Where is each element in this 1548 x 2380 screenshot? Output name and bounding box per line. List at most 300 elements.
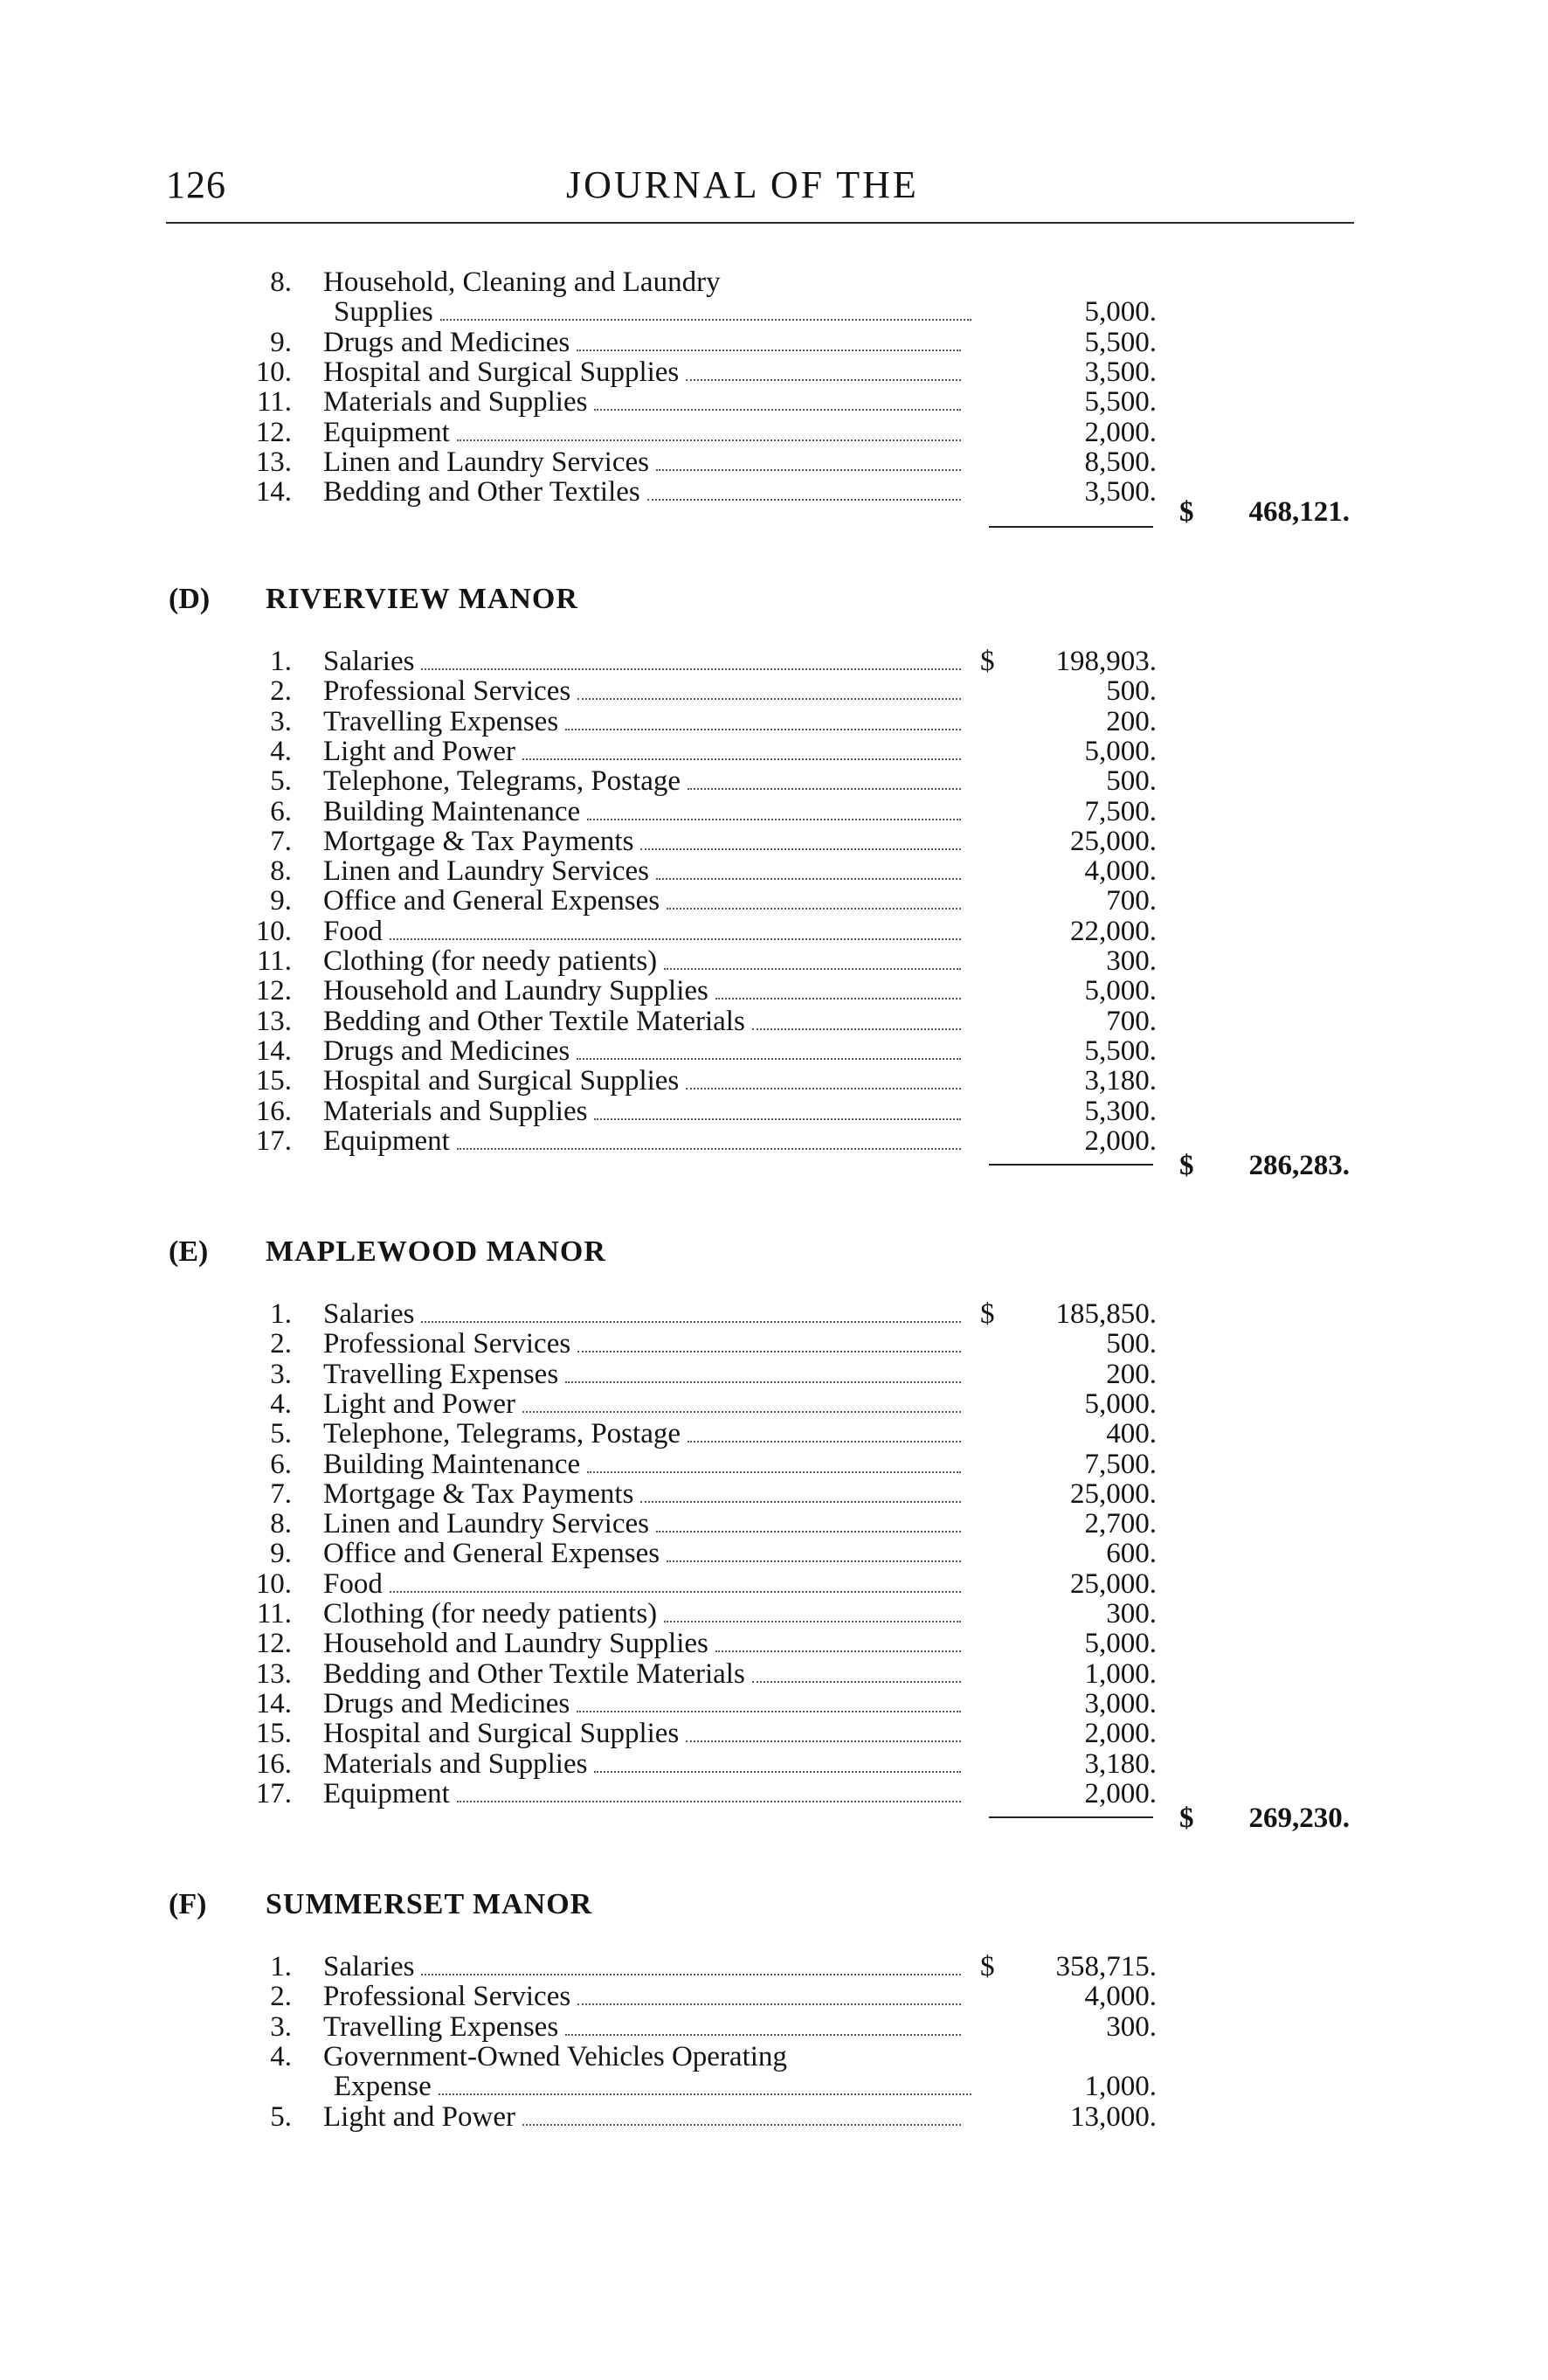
item-amount: 5,000.	[1084, 1628, 1157, 1660]
item-label-group	[323, 1097, 961, 1127]
item-number: 5.	[270, 765, 292, 798]
item-label-group	[323, 267, 961, 297]
line-item	[0, 766, 1548, 796]
dot-leader	[667, 908, 961, 910]
dot-leader	[457, 1801, 961, 1802]
item-label: Linen and Laundry Services	[323, 446, 649, 478]
item-label-group	[323, 477, 961, 508]
line-item	[0, 1097, 1548, 1126]
item-label-group	[323, 707, 961, 737]
line-item	[0, 2102, 1548, 2132]
dot-leader	[686, 1088, 961, 1090]
item-amount: 5,000.	[1084, 296, 1157, 329]
item-label: Household and Laundry Supplies	[323, 976, 708, 1007]
total-dollar-sign: $	[1179, 496, 1194, 528]
item-label-group	[323, 1982, 961, 2012]
item-label: Travelling Expenses	[323, 2011, 559, 2043]
item-number: 7.	[270, 825, 292, 857]
item-label-group	[323, 447, 961, 478]
item-number: 2.	[270, 1328, 292, 1360]
dot-leader	[577, 1711, 961, 1712]
item-amount: 2,000.	[1084, 416, 1157, 448]
dot-leader	[667, 1560, 961, 1562]
item-label-group	[323, 856, 961, 887]
item-label: Mortgage & Tax Payments	[323, 1478, 634, 1510]
item-label: Government-Owned Vehicles Operating	[323, 2041, 787, 2072]
dot-leader	[656, 469, 961, 471]
item-label-group	[323, 946, 961, 977]
dot-leader	[522, 2124, 961, 2126]
item-label: Food	[323, 1568, 383, 1600]
dot-leader	[656, 878, 961, 880]
item-number: 3.	[270, 1358, 292, 1390]
subtotal-rule	[989, 1816, 1153, 1818]
dot-leader	[457, 439, 961, 441]
item-number: 8.	[270, 1508, 292, 1540]
dot-leader	[587, 819, 961, 820]
item-label-group	[323, 1389, 961, 1420]
item-number: 6.	[270, 1448, 292, 1480]
line-item	[0, 1749, 1548, 1779]
item-label-group	[323, 1539, 961, 1569]
item-number: 1.	[270, 646, 292, 677]
item-label-group	[323, 1126, 961, 1157]
item-amount: 300.	[1106, 1598, 1157, 1629]
item-amount: 25,000.	[1070, 825, 1157, 857]
line-item	[0, 1659, 1548, 1689]
line-item	[0, 1329, 1548, 1359]
line-item	[0, 2072, 1548, 2101]
item-number: 12.	[255, 1628, 292, 1660]
line-item	[0, 1419, 1548, 1449]
dot-leader	[594, 1771, 961, 1773]
item-label: Materials and Supplies	[323, 1096, 588, 1127]
item-label-group	[323, 2102, 961, 2133]
line-item	[0, 1007, 1548, 1036]
item-label: Clothing (for needy patients)	[323, 1599, 658, 1629]
item-label-group	[334, 297, 971, 328]
item-label: Light and Power	[323, 2101, 515, 2133]
item-number: 13.	[255, 446, 292, 478]
item-label: Bedding and Other Textile Materials	[323, 1658, 745, 1690]
dot-leader	[522, 1411, 961, 1413]
item-amount: 185,850.	[1055, 1298, 1157, 1330]
line-item	[0, 1036, 1548, 1066]
item-amount: 5,000.	[1084, 975, 1157, 1007]
item-label: Telephone, Telegrams, Postage	[323, 766, 681, 798]
line-item	[0, 1629, 1548, 1658]
item-number: 2.	[270, 1981, 292, 2013]
item-label: Equipment	[323, 1125, 450, 1157]
item-label-group	[323, 1329, 961, 1360]
item-label-group	[323, 1419, 961, 1449]
item-amount: 2,000.	[1084, 1777, 1157, 1809]
item-label-group	[323, 1066, 961, 1097]
item-number: 13.	[255, 1005, 292, 1037]
item-amount: 2,000.	[1084, 1718, 1157, 1750]
line-item	[0, 2042, 1548, 2072]
dot-leader	[565, 2034, 961, 2036]
line-item	[0, 1299, 1548, 1329]
item-label: Equipment	[323, 1778, 450, 1809]
dot-leader	[715, 998, 961, 1000]
item-amount: 3,180.	[1084, 1747, 1157, 1780]
item-number: 7.	[270, 1477, 292, 1510]
item-label-group	[323, 797, 961, 827]
item-amount: 3,500.	[1084, 476, 1157, 509]
section-title: SUMMERSET MANOR	[266, 1888, 593, 1920]
item-number: 1.	[270, 1951, 292, 1982]
line-item	[0, 1479, 1548, 1509]
dot-leader	[577, 698, 961, 700]
dollar-sign: $	[980, 1298, 995, 1330]
item-label: Professional Services	[323, 1982, 571, 2013]
dot-leader	[522, 758, 961, 760]
dot-leader	[577, 349, 961, 351]
dot-leader	[688, 788, 961, 790]
dot-leader	[577, 2003, 961, 2005]
item-number: 2.	[270, 675, 292, 708]
section-letter: (D)	[169, 583, 211, 615]
item-amount: 700.	[1106, 885, 1157, 917]
item-amount: 1,000.	[1084, 2071, 1157, 2103]
dot-leader	[421, 1974, 961, 1975]
line-item	[0, 707, 1548, 737]
item-label-group	[323, 917, 961, 947]
item-label-group	[323, 418, 961, 448]
dot-leader	[565, 1381, 961, 1383]
item-label: Light and Power	[323, 1388, 515, 1420]
line-item	[0, 357, 1548, 387]
item-label: Telephone, Telegrams, Postage	[323, 1419, 681, 1450]
item-number: 11.	[256, 945, 292, 977]
item-label: Travelling Expenses	[323, 1359, 559, 1390]
item-number: 15.	[255, 1065, 292, 1097]
item-label-group	[323, 1007, 961, 1037]
item-label-group	[323, 1449, 961, 1480]
item-number: 10.	[255, 915, 292, 947]
item-amount: 13,000.	[1070, 2100, 1157, 2133]
line-item	[0, 827, 1548, 856]
item-label: Salaries	[323, 1952, 415, 1982]
dot-leader	[577, 1351, 961, 1353]
item-label-group	[323, 827, 961, 857]
item-amount: 22,000.	[1070, 915, 1157, 947]
item-amount: 700.	[1106, 1005, 1157, 1037]
dollar-sign: $	[980, 1951, 995, 1982]
item-number: 8.	[270, 855, 292, 888]
dot-leader	[587, 1471, 961, 1473]
dot-leader	[664, 968, 961, 970]
item-label: Drugs and Medicines	[323, 327, 570, 358]
item-number: 3.	[270, 705, 292, 737]
item-number: 10.	[255, 1567, 292, 1600]
item-amount: 5,000.	[1084, 1387, 1157, 1420]
line-item	[0, 1952, 1548, 1982]
item-amount: 8,500.	[1084, 446, 1157, 478]
item-label: Hospital and Surgical Supplies	[323, 356, 680, 388]
item-label-group	[323, 1749, 961, 1780]
item-number: 6.	[270, 795, 292, 827]
item-amount: 4,000.	[1084, 1981, 1157, 2013]
dot-leader	[686, 379, 961, 381]
line-item	[0, 676, 1548, 706]
dot-leader	[457, 1148, 961, 1150]
item-amount: 300.	[1106, 945, 1157, 977]
item-label: Salaries	[323, 647, 415, 677]
running-head: JOURNAL OF THE	[566, 163, 919, 206]
item-label: Light and Power	[323, 736, 515, 767]
item-label-group	[323, 1779, 961, 1809]
item-label-group	[323, 387, 961, 418]
dot-leader	[640, 1501, 961, 1503]
line-item	[0, 1982, 1548, 2011]
line-item	[0, 297, 1548, 327]
item-amount: 198,903.	[1055, 646, 1157, 677]
item-amount: 500.	[1106, 675, 1157, 708]
item-amount: 1,000.	[1084, 1657, 1157, 1690]
dot-leader	[686, 1740, 961, 1742]
item-number: 12.	[255, 975, 292, 1007]
item-label-group	[323, 357, 961, 388]
item-number: 12.	[255, 416, 292, 448]
item-amount: 4,000.	[1084, 855, 1157, 888]
item-amount: 400.	[1106, 1418, 1157, 1450]
dot-leader	[715, 1650, 961, 1652]
item-label: Drugs and Medicines	[323, 1688, 570, 1719]
section-total: 286,283.	[1248, 1150, 1350, 1181]
item-label: Bedding and Other Textile Materials	[323, 1006, 745, 1037]
line-item	[0, 1509, 1548, 1539]
item-label: Materials and Supplies	[323, 387, 588, 419]
page-number: 126	[166, 163, 226, 206]
item-label: Equipment	[323, 417, 450, 448]
item-label: Office and General Expenses	[323, 886, 660, 917]
dot-leader	[640, 848, 961, 850]
item-label: Hospital and Surgical Supplies	[323, 1066, 680, 1097]
section-letter: (E)	[169, 1235, 209, 1268]
item-amount: 358,715.	[1055, 1951, 1157, 1982]
item-label: Supplies	[334, 297, 433, 329]
item-label: Clothing (for needy patients)	[323, 946, 658, 977]
item-amount: 5,000.	[1084, 735, 1157, 767]
item-amount: 5,300.	[1084, 1095, 1157, 1127]
item-label-group	[334, 2072, 971, 2102]
item-label: Building Maintenance	[323, 796, 581, 827]
item-label-group	[323, 1952, 961, 1982]
item-label: Office and General Expenses	[323, 1539, 660, 1570]
subtotal-rule	[989, 526, 1153, 528]
item-label-group	[323, 1299, 961, 1330]
item-label-group	[323, 647, 961, 677]
item-number: 17.	[255, 1124, 292, 1157]
line-item	[0, 1569, 1548, 1599]
line-item	[0, 2012, 1548, 2042]
item-number: 13.	[255, 1657, 292, 1690]
subtotal-rule	[989, 1164, 1153, 1166]
item-number: 9.	[270, 1538, 292, 1570]
item-label: Drugs and Medicines	[323, 1035, 570, 1067]
dot-leader	[390, 1591, 961, 1593]
dot-leader	[656, 1531, 961, 1532]
total-dollar-sign: $	[1179, 1802, 1194, 1834]
item-number: 4.	[270, 1387, 292, 1420]
dot-leader	[688, 1441, 961, 1443]
dot-leader	[752, 1681, 961, 1683]
item-amount: 5,500.	[1084, 1034, 1157, 1067]
dot-leader	[664, 1621, 961, 1622]
item-label: Building Maintenance	[323, 1449, 581, 1480]
dot-leader	[577, 1058, 961, 1060]
line-item	[0, 946, 1548, 976]
item-label-group	[323, 1509, 961, 1539]
item-number: 14.	[255, 1034, 292, 1067]
item-amount: 3,000.	[1084, 1687, 1157, 1719]
section-letter: (F)	[169, 1888, 207, 1920]
item-label: Bedding and Other Textiles	[323, 477, 640, 509]
section-total: 468,121.	[1248, 496, 1350, 528]
item-label-group	[323, 737, 961, 767]
item-number: 11.	[256, 1598, 292, 1629]
item-number: 14.	[255, 476, 292, 509]
item-label-group	[323, 1719, 961, 1749]
item-number: 4.	[270, 2040, 292, 2072]
line-item	[0, 976, 1548, 1006]
item-number: 16.	[255, 1095, 292, 1127]
line-item	[0, 1689, 1548, 1719]
item-label: Mortgage & Tax Payments	[323, 826, 634, 857]
line-item	[0, 328, 1548, 357]
line-item	[0, 856, 1548, 886]
line-item	[0, 267, 1548, 297]
item-amount: 7,500.	[1084, 1448, 1157, 1480]
item-amount: 25,000.	[1070, 1567, 1157, 1600]
dot-leader	[565, 729, 961, 730]
item-number: 3.	[270, 2010, 292, 2043]
line-item	[0, 1719, 1548, 1748]
item-amount: 500.	[1106, 1328, 1157, 1360]
item-label-group	[323, 766, 961, 797]
item-amount: 300.	[1106, 2010, 1157, 2043]
item-label-group	[323, 676, 961, 707]
item-amount: 5,500.	[1084, 386, 1157, 419]
item-label: Expense	[334, 2072, 432, 2103]
line-item	[0, 917, 1548, 946]
item-number: 5.	[270, 2100, 292, 2133]
item-label-group	[323, 1036, 961, 1067]
item-label-group	[323, 886, 961, 917]
item-label: Travelling Expenses	[323, 706, 559, 737]
dot-leader	[439, 2093, 971, 2095]
header-rule	[166, 222, 1354, 224]
item-label-group	[323, 2012, 961, 2043]
dot-leader	[647, 499, 961, 501]
item-label-group	[323, 1599, 961, 1629]
item-number: 11.	[256, 386, 292, 419]
section-total: 269,230.	[1248, 1802, 1350, 1834]
line-item	[0, 647, 1548, 676]
item-label: Linen and Laundry Services	[323, 1509, 649, 1540]
item-amount: 600.	[1106, 1538, 1157, 1570]
item-number: 8.	[270, 266, 292, 298]
item-number: 9.	[270, 885, 292, 917]
item-label-group	[323, 976, 961, 1007]
line-item	[0, 1066, 1548, 1096]
section-title: MAPLEWOOD MANOR	[266, 1235, 606, 1268]
line-item	[0, 1389, 1548, 1419]
dot-leader	[594, 409, 961, 411]
item-label: Materials and Supplies	[323, 1748, 588, 1780]
line-item	[0, 1599, 1548, 1629]
item-amount: 200.	[1106, 705, 1157, 737]
item-amount: 200.	[1106, 1358, 1157, 1390]
item-label-group	[323, 1689, 961, 1719]
line-item	[0, 1539, 1548, 1568]
item-amount: 2,700.	[1084, 1508, 1157, 1540]
dot-leader	[752, 1028, 961, 1030]
line-item	[0, 1360, 1548, 1389]
item-number: 17.	[255, 1777, 292, 1809]
item-amount: 25,000.	[1070, 1477, 1157, 1510]
line-item	[0, 418, 1548, 447]
line-item	[0, 886, 1548, 916]
item-amount: 500.	[1106, 765, 1157, 798]
item-label-group	[323, 1479, 961, 1510]
line-item	[0, 1449, 1548, 1479]
item-label: Professional Services	[323, 676, 571, 708]
item-amount: 3,500.	[1084, 356, 1157, 388]
dot-leader	[421, 1321, 961, 1323]
item-label-group	[323, 2042, 961, 2072]
item-number: 1.	[270, 1298, 292, 1330]
item-label: Household and Laundry Supplies	[323, 1629, 708, 1660]
item-label: Professional Services	[323, 1329, 571, 1360]
item-number: 10.	[255, 356, 292, 388]
line-item	[0, 737, 1548, 766]
item-number: 14.	[255, 1687, 292, 1719]
item-label-group	[323, 1629, 961, 1659]
item-label-group	[323, 1659, 961, 1690]
item-label: Salaries	[323, 1299, 415, 1330]
item-label: Hospital and Surgical Supplies	[323, 1719, 680, 1750]
dollar-sign: $	[980, 646, 995, 677]
item-number: 9.	[270, 326, 292, 358]
item-label-group	[323, 1569, 961, 1600]
item-number: 16.	[255, 1747, 292, 1780]
dot-leader	[594, 1118, 961, 1120]
item-amount: 5,500.	[1084, 326, 1157, 358]
item-number: 5.	[270, 1418, 292, 1450]
item-amount: 2,000.	[1084, 1124, 1157, 1157]
item-label: Food	[323, 916, 383, 947]
item-label-group	[323, 1360, 961, 1390]
item-label-group	[323, 328, 961, 358]
item-label: Household, Cleaning and Laundry	[323, 267, 721, 297]
item-amount: 7,500.	[1084, 795, 1157, 827]
item-number: 15.	[255, 1718, 292, 1750]
item-label: Linen and Laundry Services	[323, 856, 649, 888]
section-title: RIVERVIEW MANOR	[266, 583, 578, 615]
dot-leader	[390, 938, 961, 940]
dot-leader	[421, 668, 961, 670]
line-item	[0, 387, 1548, 417]
line-item	[0, 797, 1548, 827]
total-dollar-sign: $	[1179, 1150, 1194, 1181]
dot-leader	[440, 319, 971, 321]
item-amount: 3,180.	[1084, 1065, 1157, 1097]
line-item	[0, 447, 1548, 477]
item-number: 4.	[270, 735, 292, 767]
